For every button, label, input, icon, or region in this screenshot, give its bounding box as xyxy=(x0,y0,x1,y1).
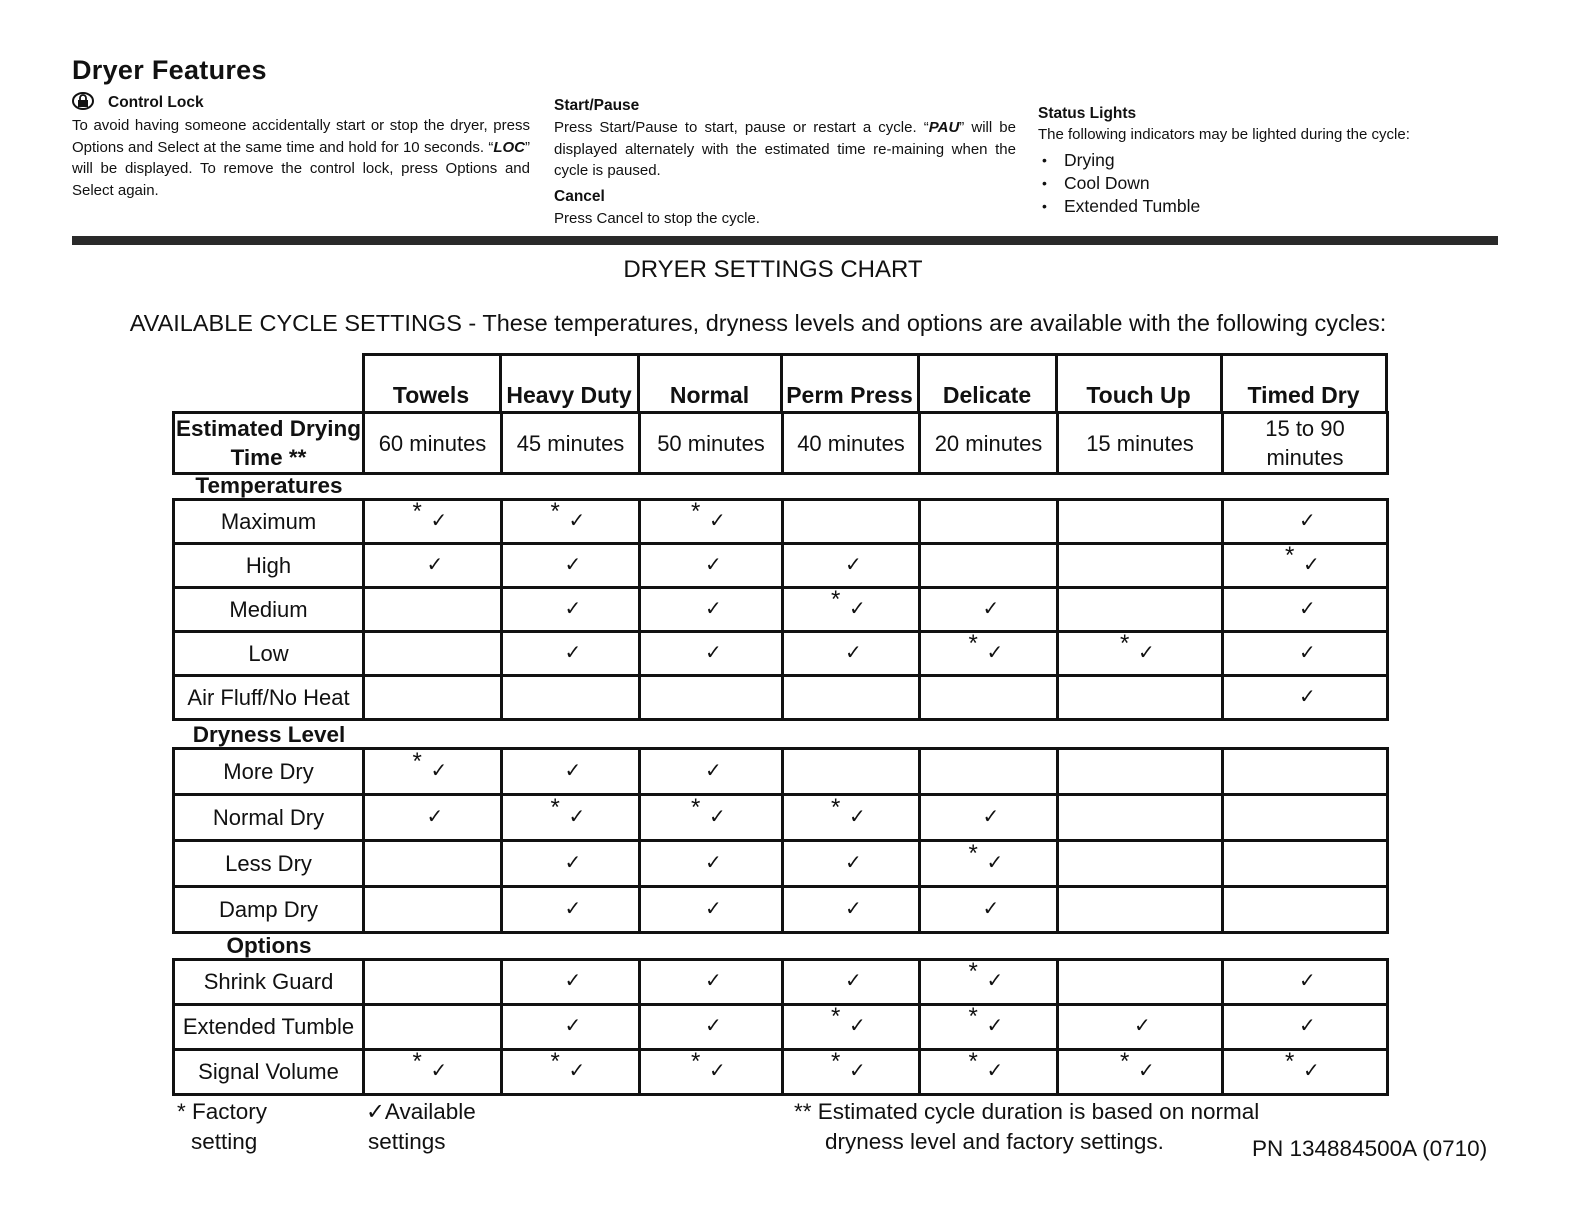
setting-cell xyxy=(640,1005,783,1050)
setting-cell xyxy=(920,887,1058,933)
chart-title: DRYER SETTINGS CHART xyxy=(623,256,923,283)
available-check: ✓ xyxy=(564,597,582,620)
setting-mark xyxy=(959,839,1019,876)
table-row xyxy=(174,841,1388,887)
setting-cell xyxy=(502,632,640,676)
available-check: ✓ xyxy=(1299,597,1316,620)
column-header: Touch Up xyxy=(1086,382,1191,408)
row-label: Medium xyxy=(174,588,364,632)
setting-mark xyxy=(681,964,741,994)
factory-setting-star: * xyxy=(968,958,978,985)
factory-setting-star: * xyxy=(831,585,841,613)
setting-cell xyxy=(640,887,783,933)
setting-mark xyxy=(541,964,601,994)
status-item: • Cool Down xyxy=(1038,172,1498,195)
setting-mark xyxy=(403,548,463,578)
setting-cell xyxy=(920,841,1058,887)
setting-cell xyxy=(920,749,1058,795)
available-check: ✓ xyxy=(705,553,722,576)
setting-cell xyxy=(640,795,783,841)
section-label-options: Options xyxy=(226,933,312,958)
setting-cell xyxy=(364,497,502,544)
status-lights-heading: Status Lights xyxy=(1038,105,1137,122)
table-row xyxy=(174,676,1388,720)
setting-mark xyxy=(821,793,881,830)
setting-mark xyxy=(821,964,881,994)
setting-cell xyxy=(783,1050,920,1095)
start-pause-section xyxy=(554,97,1016,229)
available-check: ✓ xyxy=(564,553,582,576)
row-label: Air Fluff/No Heat xyxy=(174,676,364,720)
setting-mark xyxy=(541,548,601,578)
table-row xyxy=(174,1005,1388,1050)
setting-cell xyxy=(640,676,783,720)
row-label: High xyxy=(174,544,364,588)
options-table xyxy=(172,958,1389,1096)
setting-mark xyxy=(681,1009,741,1039)
setting-mark xyxy=(1275,636,1335,666)
setting-mark xyxy=(1110,1048,1170,1084)
setting-cell xyxy=(364,960,502,1005)
available-check: ✓ xyxy=(1134,1015,1151,1037)
available-check: ✓ xyxy=(705,1015,722,1037)
available-check: ✓ xyxy=(986,1015,1004,1037)
setting-cell xyxy=(502,749,640,795)
setting-cell xyxy=(1058,841,1223,887)
available-check: ✓ xyxy=(564,970,582,992)
table-row xyxy=(174,413,1388,474)
setting-cell xyxy=(502,588,640,632)
setting-cell xyxy=(640,544,783,588)
setting-cell xyxy=(1058,1005,1223,1050)
factory-setting-star: * xyxy=(691,793,701,821)
row-label: Estimated Drying Time ** xyxy=(174,413,364,474)
drying-time-cell: 15 to 90 minutes xyxy=(1223,413,1388,474)
factory-setting-star: * xyxy=(968,839,978,867)
setting-cell xyxy=(783,544,920,588)
column-header: Timed Dry xyxy=(1247,382,1360,408)
cancel-text: Press Cancel to stop the cycle. xyxy=(554,209,760,227)
setting-cell xyxy=(783,749,920,795)
row-label: Extended Tumble xyxy=(174,1005,364,1050)
available-check: ✓ xyxy=(845,851,862,874)
available-check: ✓ xyxy=(1138,1060,1155,1082)
setting-cell xyxy=(1223,676,1388,720)
setting-mark xyxy=(959,958,1019,994)
setting-cell xyxy=(640,497,783,544)
setting-cell xyxy=(783,676,920,720)
table-row xyxy=(174,749,1388,795)
available-check: ✓ xyxy=(430,1060,448,1082)
available-check: ✓ xyxy=(849,597,866,620)
setting-mark xyxy=(541,1048,601,1084)
drying-time-cell: 50 minutes xyxy=(640,413,783,474)
setting-mark xyxy=(959,892,1019,922)
setting-cell xyxy=(364,632,502,676)
column-divider xyxy=(1385,353,1388,413)
setting-cell xyxy=(502,841,640,887)
table-row xyxy=(174,1050,1388,1095)
setting-cell xyxy=(783,500,920,544)
available-check: ✓ xyxy=(709,805,726,828)
available-check: ✓ xyxy=(1138,641,1155,664)
part-number: PN 134884500A (0710) xyxy=(1252,1136,1488,1161)
setting-mark xyxy=(403,747,463,784)
setting-mark xyxy=(1275,541,1335,578)
setting-cell xyxy=(364,841,502,887)
factory-setting-star: * xyxy=(831,1003,841,1030)
available-check: ✓ xyxy=(430,759,448,782)
setting-cell xyxy=(920,588,1058,632)
available-check: ✓ xyxy=(1299,685,1316,708)
available-check: ✓ xyxy=(564,641,582,664)
available-check: ✓ xyxy=(705,597,722,620)
setting-cell xyxy=(1058,588,1223,632)
setting-cell xyxy=(1223,795,1388,841)
setting-cell xyxy=(1058,795,1223,841)
setting-mark xyxy=(1275,504,1335,534)
row-label: Less Dry xyxy=(174,841,364,887)
available-check: ✓ xyxy=(986,970,1004,992)
setting-cell xyxy=(640,632,783,676)
status-item: • Drying xyxy=(1038,149,1498,172)
setting-cell xyxy=(502,887,640,933)
setting-cell xyxy=(364,544,502,588)
setting-mark xyxy=(821,548,881,578)
setting-mark xyxy=(403,800,463,830)
factory-setting-star: * xyxy=(412,497,422,525)
column-header: Normal xyxy=(669,382,750,408)
setting-mark xyxy=(403,497,463,534)
factory-setting-star: * xyxy=(831,793,841,821)
setting-mark xyxy=(1275,1009,1335,1039)
available-check: ✓ xyxy=(1299,641,1316,664)
setting-cell xyxy=(920,1005,1058,1050)
column-header: Perm Press xyxy=(786,382,913,408)
setting-mark xyxy=(681,846,741,876)
setting-mark xyxy=(541,592,601,622)
setting-mark xyxy=(541,892,601,922)
setting-cell xyxy=(1058,749,1223,795)
legend-available: ✓Available settings xyxy=(366,1099,476,1154)
setting-mark xyxy=(1275,1048,1335,1084)
setting-cell xyxy=(502,1050,640,1095)
setting-mark xyxy=(541,793,601,830)
available-check: ✓ xyxy=(1299,509,1316,532)
setting-cell xyxy=(1223,887,1388,933)
setting-cell xyxy=(1058,1050,1223,1095)
setting-cell xyxy=(364,1005,502,1050)
available-check: ✓ xyxy=(568,1060,586,1082)
factory-setting-star: * xyxy=(1120,629,1130,657)
setting-cell xyxy=(364,1050,502,1095)
header-top-border xyxy=(362,353,1388,356)
setting-cell xyxy=(783,795,920,841)
available-check: ✓ xyxy=(986,851,1004,874)
row-label: More Dry xyxy=(174,749,364,795)
available-check: ✓ xyxy=(564,1015,582,1037)
setting-mark xyxy=(541,754,601,784)
row-label: Low xyxy=(174,632,364,676)
setting-mark xyxy=(821,585,881,622)
setting-mark xyxy=(541,1009,601,1039)
setting-cell xyxy=(640,960,783,1005)
setting-cell xyxy=(1223,541,1388,588)
available-check: ✓ xyxy=(709,509,726,532)
setting-mark xyxy=(541,636,601,666)
setting-cell xyxy=(364,887,502,933)
available-check: ✓ xyxy=(426,805,444,828)
available-check: ✓ xyxy=(568,805,586,828)
available-check: ✓ xyxy=(849,1015,866,1037)
setting-cell xyxy=(1058,887,1223,933)
status-lights-section xyxy=(1038,105,1498,218)
drying-time-cell: 20 minutes xyxy=(920,413,1058,474)
setting-cell xyxy=(502,676,640,720)
status-lights-intro: The following indicators may be lighted during the cycle: xyxy=(1038,126,1410,143)
factory-setting-star: * xyxy=(1285,541,1295,569)
setting-cell xyxy=(920,676,1058,720)
setting-mark xyxy=(821,636,881,666)
available-check: ✓ xyxy=(705,851,722,874)
setting-mark xyxy=(959,1003,1019,1039)
factory-setting-star: * xyxy=(968,1048,978,1075)
table-row xyxy=(174,960,1388,1005)
setting-cell xyxy=(783,632,920,676)
setting-mark xyxy=(681,1048,741,1084)
setting-cell xyxy=(364,749,502,795)
available-check: ✓ xyxy=(1299,1015,1316,1037)
drying-time-cell: 45 minutes xyxy=(502,413,640,474)
setting-cell xyxy=(502,795,640,841)
setting-cell xyxy=(1223,960,1388,1005)
setting-mark xyxy=(1275,680,1335,710)
setting-cell xyxy=(920,1050,1058,1095)
setting-cell xyxy=(920,500,1058,544)
available-check: ✓ xyxy=(705,641,722,664)
factory-setting-star: * xyxy=(968,629,978,657)
row-label: Normal Dry xyxy=(174,795,364,841)
setting-mark xyxy=(681,892,741,922)
setting-cell xyxy=(783,1005,920,1050)
setting-cell xyxy=(1223,632,1388,676)
setting-cell xyxy=(783,887,920,933)
setting-mark xyxy=(959,592,1019,622)
drying-time-cell: 60 minutes xyxy=(364,413,502,474)
setting-mark xyxy=(959,629,1019,666)
setting-mark xyxy=(821,1048,881,1084)
drying-time-cell: 15 minutes xyxy=(1058,413,1223,474)
setting-cell xyxy=(1058,544,1223,588)
factory-setting-star: * xyxy=(1120,1048,1130,1075)
setting-cell xyxy=(502,544,640,588)
setting-cell xyxy=(1223,500,1388,544)
available-check: ✓ xyxy=(986,1060,1004,1082)
drying-time-cell: 40 minutes xyxy=(783,413,920,474)
setting-cell xyxy=(920,795,1058,841)
estimated-note: ** Estimated cycle duration is based on normal dryness level and factory settings. xyxy=(794,1099,1260,1154)
factory-setting-star: * xyxy=(550,497,560,525)
setting-cell xyxy=(920,629,1058,676)
factory-setting-star: * xyxy=(1285,1048,1295,1075)
setting-mark xyxy=(1275,592,1335,622)
setting-mark xyxy=(1110,1009,1170,1039)
setting-mark xyxy=(681,793,741,830)
available-check: ✓ xyxy=(430,509,448,532)
setting-mark xyxy=(681,754,741,784)
setting-cell xyxy=(1223,749,1388,795)
setting-cell xyxy=(1058,960,1223,1005)
available-check: ✓ xyxy=(1299,970,1316,992)
available-check: ✓ xyxy=(1303,1060,1320,1082)
status-lights-list xyxy=(1038,149,1498,218)
setting-cell xyxy=(1058,629,1223,676)
dryness-table xyxy=(172,747,1389,934)
row-label: Maximum xyxy=(174,500,364,544)
available-check: ✓ xyxy=(426,553,444,576)
available-check: ✓ xyxy=(845,970,862,992)
setting-mark xyxy=(541,497,601,534)
available-check: ✓ xyxy=(986,641,1004,664)
divider-rule xyxy=(72,236,1498,245)
start-pause-text: Press Start/Pause to start, pause or restart a cycle. “PAU” will be displayed alternately with the estimated time re-maining when the cycle is paused. xyxy=(554,119,1016,179)
setting-mark xyxy=(959,800,1019,830)
setting-cell xyxy=(783,960,920,1005)
setting-cell xyxy=(364,588,502,632)
cancel-heading: Cancel xyxy=(554,187,605,205)
row-label: Signal Volume xyxy=(174,1050,364,1095)
available-check: ✓ xyxy=(982,597,1000,620)
column-header: Heavy Duty xyxy=(506,382,632,408)
available-check: ✓ xyxy=(705,970,722,992)
setting-cell xyxy=(364,676,502,720)
available-check: ✓ xyxy=(568,509,586,532)
setting-cell xyxy=(640,1050,783,1095)
available-check: ✓ xyxy=(564,851,582,874)
setting-cell xyxy=(1223,1050,1388,1095)
available-check: ✓ xyxy=(709,1060,726,1082)
factory-setting-star: * xyxy=(412,747,422,775)
available-check: ✓ xyxy=(1303,553,1320,576)
column-header: Delicate xyxy=(942,382,1032,408)
factory-setting-star: * xyxy=(968,1003,978,1030)
table-row xyxy=(174,632,1388,676)
table-row xyxy=(174,588,1388,632)
column-header: Towels xyxy=(392,382,470,408)
available-check: ✓ xyxy=(705,897,722,920)
factory-setting-star: * xyxy=(412,1048,422,1075)
factory-setting-star: * xyxy=(691,1048,701,1075)
start-pause-heading: Start/Pause xyxy=(554,97,640,114)
setting-mark xyxy=(821,892,881,922)
available-check: ✓ xyxy=(564,897,582,920)
available-check: ✓ xyxy=(982,805,1000,828)
factory-setting-star: * xyxy=(550,793,560,821)
setting-mark xyxy=(681,497,741,534)
control-lock-section xyxy=(72,92,530,201)
setting-cell xyxy=(920,544,1058,588)
control-lock-text: To avoid having someone accidentally start or stop the dryer, press Options and Select at the same time and hold for 10 seconds. “LOC” will be displayed. To remove the control lock, press Options and Select again. xyxy=(72,117,530,199)
available-check: ✓ xyxy=(982,897,1000,920)
available-check: ✓ xyxy=(849,1060,866,1082)
setting-mark xyxy=(403,1048,463,1084)
section-label-dryness: Dryness Level xyxy=(192,722,346,747)
factory-setting-star: * xyxy=(550,1048,560,1075)
table-row xyxy=(174,500,1388,544)
available-check: ✓ xyxy=(705,759,722,782)
available-check: ✓ xyxy=(845,553,862,576)
setting-mark xyxy=(1275,964,1335,994)
setting-cell xyxy=(1223,841,1388,887)
factory-setting-star: * xyxy=(691,497,701,525)
setting-mark xyxy=(681,636,741,666)
legend-factory: * Factory setting xyxy=(177,1099,268,1154)
setting-cell xyxy=(364,795,502,841)
temperatures-table xyxy=(172,498,1389,721)
setting-cell xyxy=(640,749,783,795)
setting-cell xyxy=(502,1005,640,1050)
setting-cell xyxy=(640,841,783,887)
setting-cell xyxy=(502,497,640,544)
factory-setting-star: * xyxy=(831,1048,841,1075)
setting-mark xyxy=(1110,629,1170,666)
lock-icon xyxy=(72,92,94,110)
drying-time-table xyxy=(172,411,1389,475)
setting-mark xyxy=(681,592,741,622)
setting-cell xyxy=(783,841,920,887)
setting-cell xyxy=(1058,500,1223,544)
chart-subtitle: AVAILABLE CYCLE SETTINGS - These temperatures, dryness levels and options are available with the following cycles: xyxy=(129,310,1387,336)
setting-mark xyxy=(541,846,601,876)
table-row xyxy=(174,887,1388,933)
setting-mark xyxy=(681,548,741,578)
page-title: Dryer Features xyxy=(72,55,267,85)
table-row xyxy=(174,795,1388,841)
status-item: • Extended Tumble xyxy=(1038,195,1498,218)
setting-mark xyxy=(959,1048,1019,1084)
row-label: Shrink Guard xyxy=(174,960,364,1005)
setting-cell xyxy=(502,960,640,1005)
setting-mark xyxy=(821,1003,881,1039)
setting-cell xyxy=(920,960,1058,1005)
setting-cell xyxy=(783,585,920,632)
available-check: ✓ xyxy=(564,759,582,782)
control-lock-heading: Control Lock xyxy=(108,94,204,111)
available-check: ✓ xyxy=(845,897,862,920)
setting-cell xyxy=(1058,676,1223,720)
table-row xyxy=(174,544,1388,588)
available-check: ✓ xyxy=(845,641,862,664)
row-label: Damp Dry xyxy=(174,887,364,933)
setting-cell xyxy=(1223,588,1388,632)
section-label-temperatures: Temperatures xyxy=(195,473,343,498)
setting-cell xyxy=(1223,1005,1388,1050)
setting-cell xyxy=(640,588,783,632)
available-check: ✓ xyxy=(849,805,866,828)
setting-mark xyxy=(821,846,881,876)
